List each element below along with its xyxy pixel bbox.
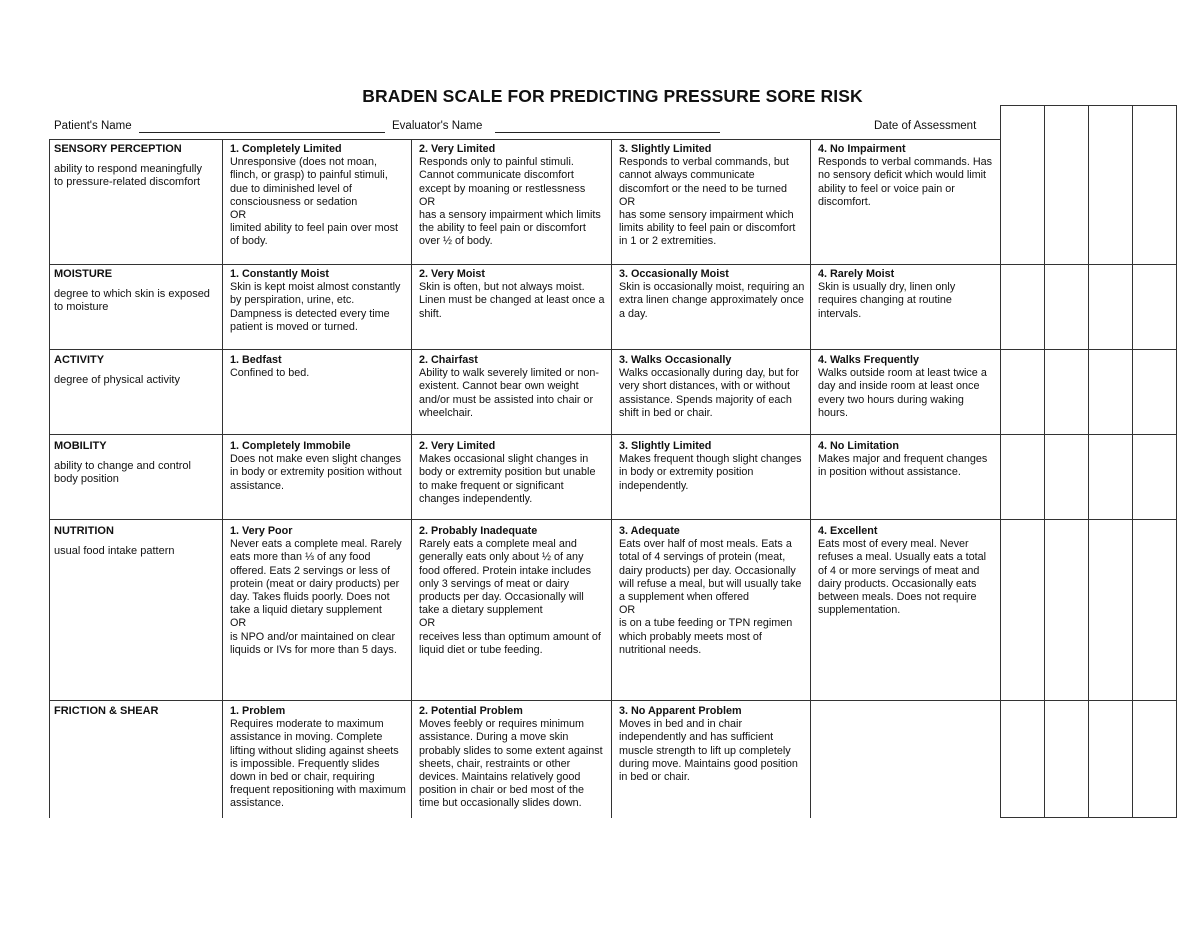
table-column-rule xyxy=(411,139,412,818)
level-heading: 4. Rarely Moist xyxy=(818,268,895,280)
table-column-rule xyxy=(222,139,223,818)
level-heading: 3. Slightly Limited xyxy=(619,440,712,452)
level-heading: 2. Very Moist xyxy=(419,268,486,280)
level-cell[interactable] xyxy=(419,525,605,657)
level-cell[interactable] xyxy=(818,525,994,617)
level-text: Moves in bed and in chair independently and has sufficient muscle strength to lift up completely during move. Maintains good position in bed or chair. xyxy=(619,718,798,784)
level-cell[interactable] xyxy=(619,705,805,784)
level-cell[interactable] xyxy=(818,143,994,209)
level-cell[interactable] xyxy=(619,354,805,420)
level-heading: 1. Very Poor xyxy=(230,525,293,537)
category-activity xyxy=(54,354,214,387)
level-cell[interactable] xyxy=(230,143,406,249)
level-text: Walks outside room at least twice a day and inside room at least once every two hours during waking hours. xyxy=(818,367,987,419)
patient-name-label: Patient's Name xyxy=(54,120,132,132)
level-cell[interactable] xyxy=(419,268,605,321)
category-name: ACTIVITY xyxy=(54,354,105,366)
level-cell[interactable] xyxy=(419,705,605,811)
level-cell[interactable] xyxy=(619,268,805,321)
level-text: Responds to verbal commands. Has no sensory deficit which would limit ability to feel or voice pain or discomfort. xyxy=(818,156,993,208)
level-cell[interactable] xyxy=(230,268,406,334)
level-cell[interactable] xyxy=(619,525,805,657)
level-text: Responds to verbal commands, but cannot always communicate discomfort or the need to be turned OR has some sensory impairment which limits ability to feel pain or discomfort in 1 or 2 extremities. xyxy=(619,156,796,248)
level-cell[interactable] xyxy=(818,440,994,480)
level-text: Skin is often, but not always moist. Linen must be changed at least once a shift. xyxy=(419,281,605,320)
level-text: Does not make even slight changes in body or extremity position without assistance. xyxy=(230,453,402,492)
document-title: BRADEN SCALE FOR PREDICTING PRESSURE SORE RISK xyxy=(362,86,863,106)
level-cell[interactable] xyxy=(419,354,605,420)
level-heading: 3. No Apparent Problem xyxy=(619,705,742,717)
category-description: degree to which skin is exposed to moisture xyxy=(54,288,210,314)
level-heading: 1. Problem xyxy=(230,705,286,717)
category-moisture xyxy=(54,268,214,315)
category-name: SENSORY PERCEPTION xyxy=(54,143,182,155)
level-text: Rarely eats a complete meal and generally eats only about ½ of any food offered. Protein intake includes only 3 servings of meat or dairy products per day. Occasionally will take a dietary supplement OR receives less than optimum amount of liquid diet or tube feeding. xyxy=(419,538,601,656)
level-heading: 2. Chairfast xyxy=(419,354,478,366)
level-heading: 3. Occasionally Moist xyxy=(619,268,729,280)
level-text: Never eats a complete meal. Rarely eats more than ⅓ of any food offered. Eats 2 servings or less of protein (meat or dairy products) per day. Takes fluids poorly. Does not take a liquid dietary supplement OR is NPO and/or maintained on clear liquids or IVs for more than 5 days. xyxy=(230,538,402,656)
level-text: Ability to walk severely limited or non-existent. Cannot bear own weight and/or must be assisted into chair or wheelchair. xyxy=(419,367,600,419)
category-friction-shear xyxy=(54,705,214,725)
level-text: Skin is usually dry, linen only requires changing at routine intervals. xyxy=(818,281,956,320)
date-of-assessment-label: Date of Assessment xyxy=(874,120,977,132)
level-heading: 1. Constantly Moist xyxy=(230,268,329,280)
level-cell[interactable] xyxy=(419,440,605,506)
category-description: usual food intake pattern xyxy=(54,545,175,558)
level-cell[interactable] xyxy=(818,268,994,321)
level-cell[interactable] xyxy=(230,354,406,380)
level-cell[interactable] xyxy=(230,705,406,811)
level-heading: 3. Walks Occasionally xyxy=(619,354,732,366)
level-heading: 4. Walks Frequently xyxy=(818,354,919,366)
level-text: Makes frequent though slight changes in body or extremity position independently. xyxy=(619,453,802,492)
table-column-rule xyxy=(49,139,50,818)
level-cell[interactable] xyxy=(230,440,406,493)
level-text: Responds only to painful stimuli. Cannot communicate discomfort except by moaning or restlessness OR has a sensory impairment which limits the ability to feel pain or discomfort over ½ of body. xyxy=(419,156,601,248)
level-heading: 1. Completely Immobile xyxy=(230,440,351,452)
category-name: FRICTION & SHEAR xyxy=(54,705,159,717)
level-text: Skin is occasionally moist, requiring an extra linen change approximately once a day. xyxy=(619,281,805,320)
level-cell[interactable] xyxy=(419,143,605,249)
level-heading: 1. Completely Limited xyxy=(230,143,342,155)
level-text: Skin is kept moist almost constantly by perspiration, urine, etc. Dampness is detected every time patient is moved or turned. xyxy=(230,281,401,333)
level-cell[interactable] xyxy=(818,354,994,420)
category-nutrition xyxy=(54,525,214,558)
category-name: MOISTURE xyxy=(54,268,113,280)
level-text: Eats most of every meal. Never refuses a meal. Usually eats a total of 4 or more servings of meat and dairy products. Occasionally eats between meals. Does not require supplementation. xyxy=(818,538,987,617)
level-heading: 4. No Limitation xyxy=(818,440,899,452)
level-cell[interactable] xyxy=(230,525,406,657)
level-text: Requires moderate to maximum assistance in moving. Complete lifting without sliding against sheets is impossible. Frequently slides down in bed or chair, requiring frequent repositioning with maximum assistance. xyxy=(230,718,406,810)
level-text: Makes occasional slight changes in body or extremity position but unable to make frequent or significant changes independently. xyxy=(419,453,596,505)
category-name: NUTRITION xyxy=(54,525,114,537)
table-column-rule xyxy=(611,139,612,818)
level-text: Moves feebly or requires minimum assistance. During a move skin probably slides to some extent against sheets, chair, restraints or other devices. Maintains relatively good position in chair or bed most of the time but occasionally slides down. xyxy=(419,718,603,810)
level-heading: 2. Very Limited xyxy=(419,143,496,155)
level-heading: 4. Excellent xyxy=(818,525,878,537)
category-description: ability to change and control body position xyxy=(54,460,191,486)
level-heading: 1. Bedfast xyxy=(230,354,282,366)
level-text: Confined to bed. xyxy=(230,367,310,380)
level-cell[interactable] xyxy=(619,440,805,493)
level-heading: 2. Potential Problem xyxy=(419,705,523,717)
level-heading: 3. Adequate xyxy=(619,525,680,537)
evaluator-name-label: Evaluator's Name xyxy=(392,120,483,132)
level-heading: 3. Slightly Limited xyxy=(619,143,712,155)
level-heading: 2. Probably Inadequate xyxy=(419,525,538,537)
level-text: Walks occasionally during day, but for very short distances, with or without assistance. Spends majority of each shift in bed or chair. xyxy=(619,367,800,419)
level-text: Unresponsive (does not moan, flinch, or grasp) to painful stimuli, due to diminished level of consciousness or sedation OR limited ability to feel pain over most of body. xyxy=(230,156,399,248)
level-text: Eats over half of most meals. Eats a total of 4 servings of protein (meat, dairy products) per day. Occasionally will refuse a meal, but will usually take a supplement when offered OR is on a tube feeding or TPN regimen which probably meets most of nutritional needs. xyxy=(619,538,802,656)
level-cell[interactable] xyxy=(619,143,805,249)
level-text: Makes major and frequent changes in position without assistance. xyxy=(818,453,988,479)
table-column-rule xyxy=(810,139,811,818)
category-description: ability to respond meaningfully to pressure-related discomfort xyxy=(54,163,202,189)
category-mobility xyxy=(54,440,214,487)
level-heading: 2. Very Limited xyxy=(419,440,496,452)
category-sensory-perception xyxy=(54,143,214,190)
category-name: MOBILITY xyxy=(54,440,107,452)
category-description: degree of physical activity xyxy=(54,374,180,387)
level-heading: 4. No Impairment xyxy=(818,143,906,155)
